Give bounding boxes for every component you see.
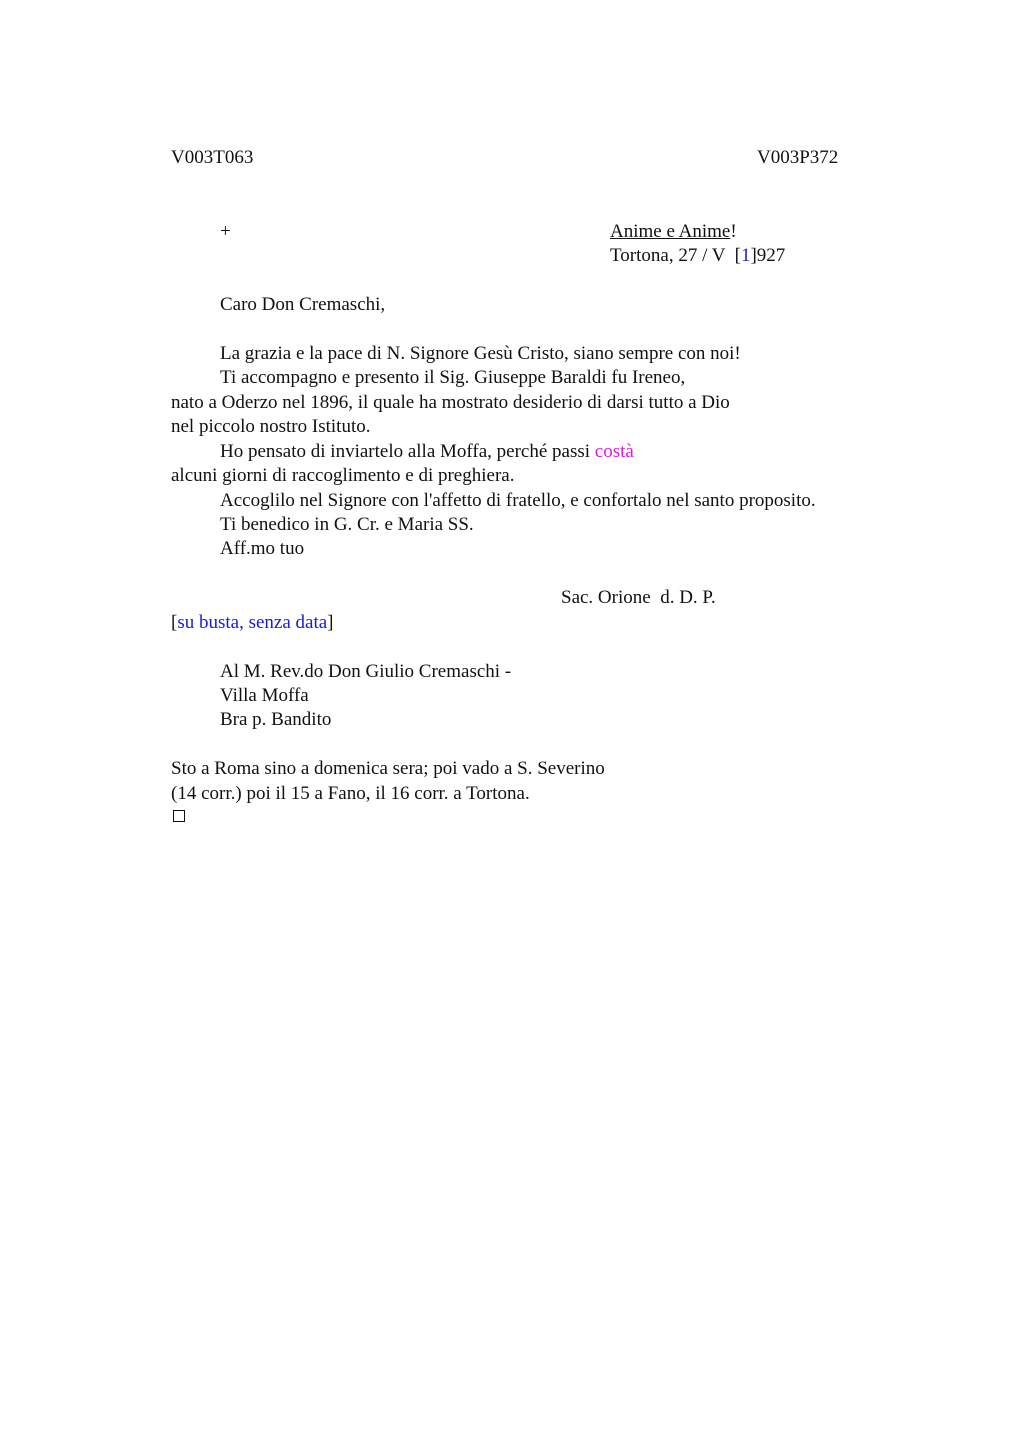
motto [610, 220, 737, 244]
body-line: Ti accompagno e presento il Sig. Giuseppe Baraldi fu Ireneo, [220, 367, 686, 388]
motto-underlined: Anime e Anime [610, 221, 731, 242]
empty-square-icon [173, 810, 185, 822]
envelope-note [171, 611, 334, 635]
body-line: Ti benedico in G. Cr. e Maria SS. [220, 514, 474, 535]
postscript-line: Sto a Roma sino a domenica sera; poi vado a S. Severino [171, 758, 605, 779]
address-line: Bra p. Bandito [220, 709, 332, 730]
letter-date [610, 244, 785, 268]
document-code-left: V003T063 [171, 147, 254, 168]
highlighted-word: costà [594, 441, 634, 462]
moffa-text: Ho pensato di inviartelo alla Moffa, perché passi [220, 441, 595, 462]
body-line: nel piccolo nostro Istituto. [171, 416, 371, 437]
address-line: Al M. Rev.do Don Giulio Cremaschi - [220, 661, 512, 682]
body-line: Accoglilo nel Signore con l'affetto di fratello, e confortalo nel santo proposito. [220, 490, 816, 511]
note-text: su busta, senza data [177, 612, 328, 633]
postscript-line: (14 corr.) poi il 15 a Fano, il 16 corr. a Tortona. [171, 783, 530, 804]
note-bracket-close: ] [327, 612, 334, 633]
date-prefix: Tortona, 27 / V [ [610, 245, 741, 266]
date-editorial-digit: 1 [740, 245, 751, 266]
body-line: alcuni giorni di raccoglimento e di preghiera. [171, 465, 515, 486]
document-code-right: V003P372 [757, 147, 839, 168]
body-line-moffa [220, 440, 634, 464]
cross-mark: + [220, 221, 231, 242]
salutation: Caro Don Cremaschi, [220, 294, 386, 315]
signature: Sac. Orione d. D. P. [561, 587, 716, 608]
body-line: nato a Oderzo nel 1896, il quale ha mostrato desiderio di darsi tutto a Dio [171, 392, 730, 413]
date-suffix: ]927 [750, 245, 786, 266]
body-line: La grazia e la pace di N. Signore Gesù Cristo, siano sempre con noi! [220, 343, 741, 364]
address-line: Villa Moffa [220, 685, 309, 706]
motto-suffix: ! [730, 221, 737, 242]
closing: Aff.mo tuo [220, 538, 305, 559]
note-bracket-open: [ [171, 612, 178, 633]
